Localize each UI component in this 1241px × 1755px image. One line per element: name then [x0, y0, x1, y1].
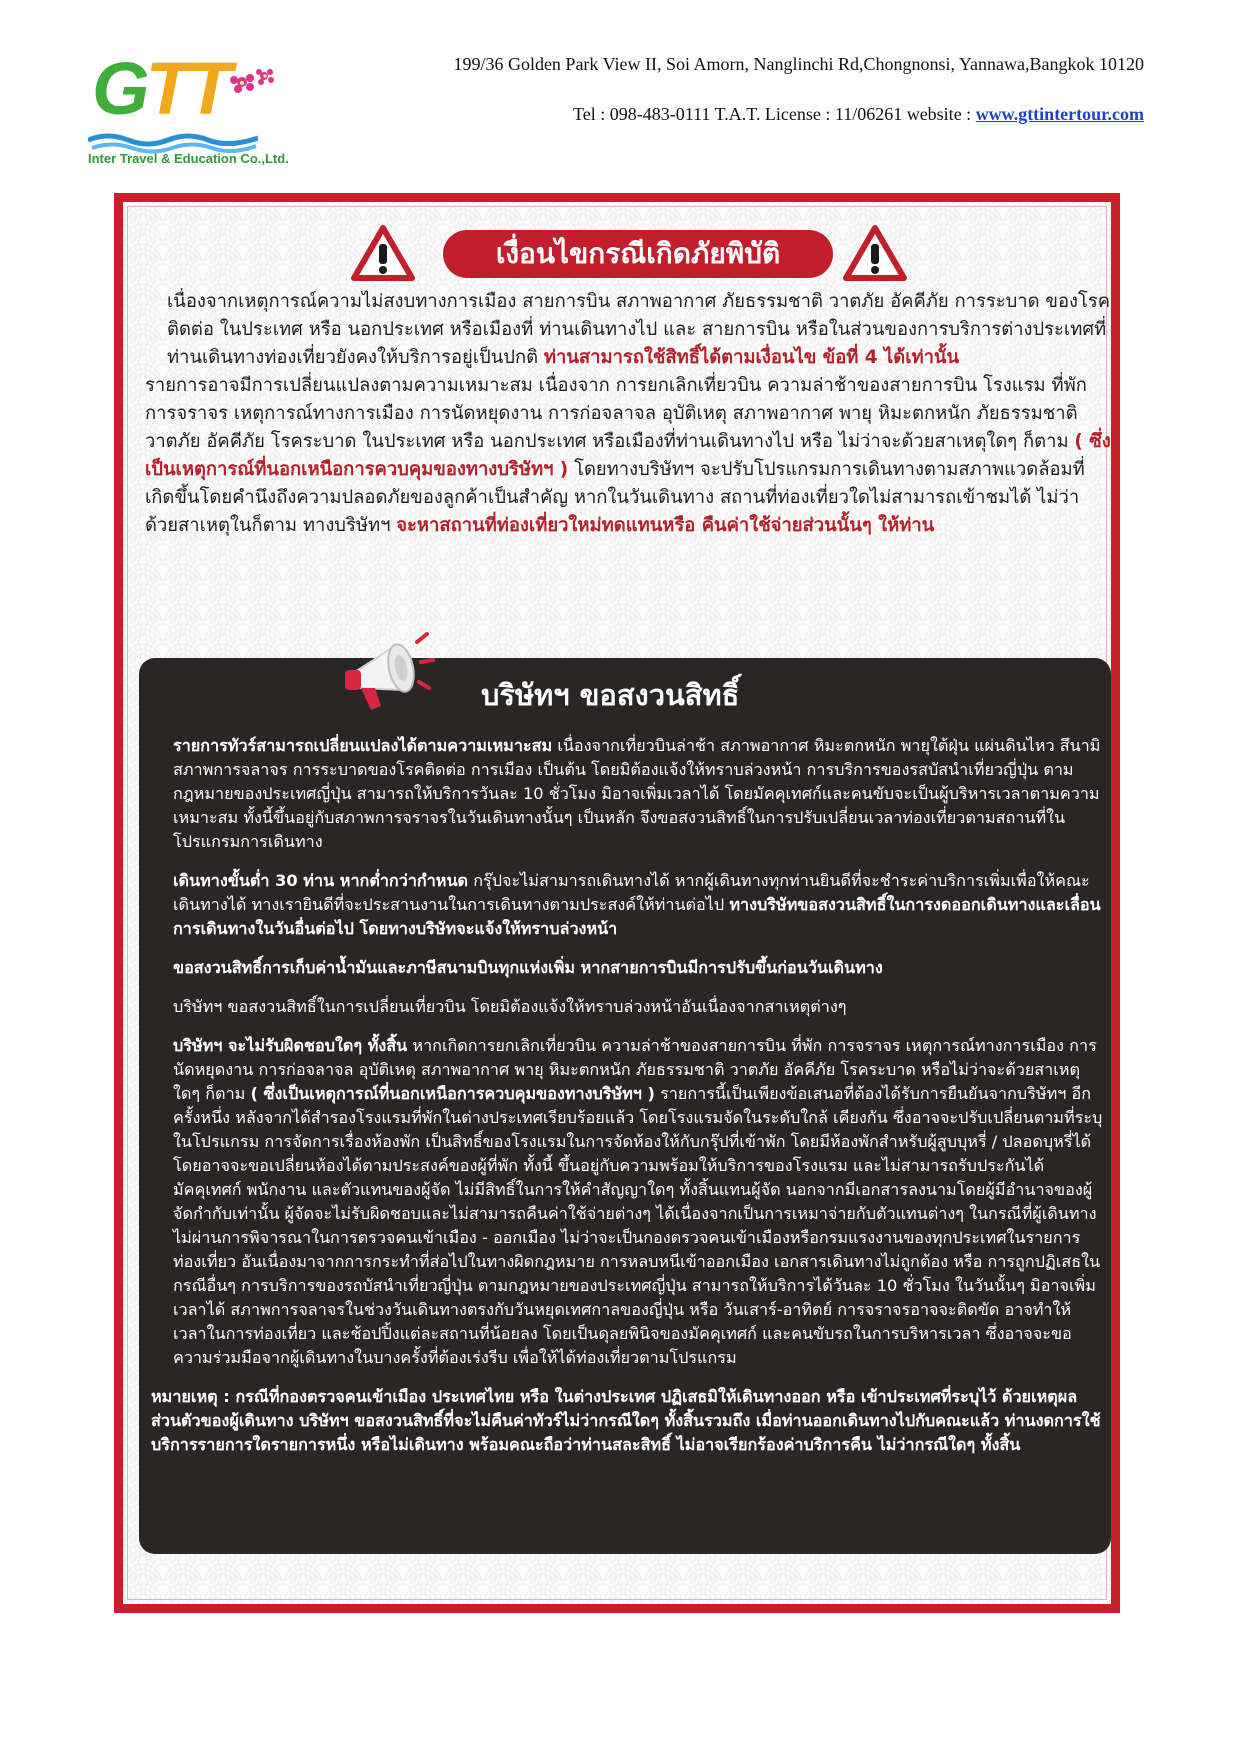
- paragraph-lead: รายการทัวร์สามารถเปลี่ยนแปลงได้ตามความเหมาะสม: [173, 736, 553, 755]
- paragraph-lead: ขอสงวนสิทธิ์การเก็บค่าน้ำมันและภาษีสนามบินทุกแห่งเพิ่ม หากสายการบินมีการปรับขึ้นก่อนวันเดินทาง: [173, 958, 883, 977]
- logo-subtitle: Inter Travel & Education Co.,Ltd.: [88, 151, 289, 166]
- paragraph-lead: เดินทางขั้นต่ำ 30 ท่าน หากต่ำกว่ากำหนด: [173, 871, 469, 890]
- company-logo: [88, 47, 289, 176]
- flower-icon: [228, 68, 278, 108]
- paragraph-text: เนื่องจากเหตุการณ์ความไม่สงบทางการเมือง สายการบิน สภาพอากาศ ภัยธรรมชาติ วาตภัย อัคคีภัย การระบาด ของโรคติดต่อ ในประเทศ หรือ นอกประเทศ หรือเมืองที่ ท่านเดินทางไป และ สายการบิน หรือในส่วนของการบริการต่างประเทศที่ท่านเดินทางท่องเที่ยวยังคงให้บริการอยู่เป็นปกติ: [167, 291, 1111, 368]
- contact-info: Tel : 098-483-0111 T.A.T. License : 11/06261 website :: [573, 104, 976, 124]
- rights-paragraph: [151, 995, 1103, 1019]
- rights-paragraph: [151, 734, 1103, 854]
- company-contact: [573, 104, 1144, 125]
- paragraph-text: โดยทางบริษัทฯ จะปรับโปรแกรมการเดินทางตามสภาพแวดล้อมที่เกิดขึ้นโดยคำนึงถึงความปลอดภัยของลูกค้าเป็นสำคัญ หากในวันเดินทาง สถานที่ท่องเที่ยวใดไม่สามารถเข้าชมได้ ไม่ว่าด้วยสาเหตุในก็ตาม ทางบริษัทฯ: [145, 459, 1085, 536]
- remark-paragraph: [151, 1385, 1103, 1457]
- notice-intro: [145, 288, 1111, 540]
- intro-paragraph-2: [145, 372, 1111, 540]
- highlight-text: ท่านสามารถใช้สิทธิ์ได้ตามเงื่อนไข ข้อที่ 4 ได้เท่านั้น: [543, 347, 960, 368]
- reservation-rights-panel: [139, 658, 1111, 1554]
- megaphone-icon: [337, 626, 437, 716]
- company-address: 199/36 Golden Park View II, Soi Amorn, Nanglinchi Rd,Chongnonsi, Yannawa,Bangkok 10120: [453, 54, 1144, 74]
- highlight-text: ( ซึ่งเป็นเหตุการณ์ที่นอกเหนือการควบคุมของทางบริษัทฯ ): [145, 431, 1111, 480]
- paragraph-text: บริษัทฯ ขอสงวนสิทธิ์ในการเปลี่ยนเที่ยวบิน โดยมิต้องแจ้งให้ทราบล่วงหน้าอันเนื่องจากสาเหตุต่างๆ: [173, 997, 847, 1016]
- paragraph-bold: ( ซึ่งเป็นเหตุการณ์ที่นอกเหนือการควบคุมของทางบริษัทฯ ): [250, 1084, 655, 1103]
- paragraph-lead: บริษัทฯ จะไม่รับผิดชอบใดๆ ทั้งสิ้น: [173, 1036, 408, 1055]
- rights-paragraph: [151, 869, 1103, 941]
- paragraph-text: รายการนี้เป็นเพียงข้อเสนอที่ต้องได้รับการยืนยันจากบริษัทฯ อีกครั้งหนึ่ง หลังจากได้สำรองโรงแรมที่พักในต่างประเทศเรียบร้อยแล้ว โดยโรงแรมจัดในระดับใกล้ เคียงกัน ซึ่งอาจจะปรับเปลี่ยนตามที่ระบุในโปรแกรม การจัดการเรื่องห้องพัก เป็นสิทธิ์ของโรงแรมในการจัดห้องให้กับกรุ๊ปที่เข้าพัก โดยมีห้องพักสำหรับผู้สูบบุหรี่ / ปลอดบุหรี่ได้ โดยอาจจะขอเปลี่ยนห้องได้ตามประสงค์ของผู้ที่พัก ทั้งนี้ ขึ้นอยู่กับความพร้อมให้บริการของโรงแรม และไม่สามารถรับประกันได้ มัคคุเทศก์ พนักงาน และตัวแทนของผู้จัด ไม่มีสิทธิ์ในการให้คำสัญญาใดๆ ทั้งสิ้นแทนผู้จัด นอกจากมีเอกสารลงนามโดยผู้มีอำนาจของผู้จัดกำกับเท่านั้น ผู้จัดจะไม่รับผิดชอบและไม่สามารถคืนค่าใช้จ่ายต่างๆ ได้เนื่องจากเป็นการเหมาจ่ายกับตัวแทนต่างๆ ในกรณีที่ผู้เดินทางไม่ผ่านการพิจารณาในการตรวจคนเข้าเมือง - ออกเมือง ไม่ว่าจะเป็นกองตรวจคนเข้าเมืองหรือกรมแรงงานของทุกประเทศในรายการท่องเที่ยว อันเนื่องมาจากการกระทำที่ส่อไปในทางผิดกฎหมาย การหลบหนีเข้าออกเมือง เอกสารเดินทางไม่ถูกต้อง หรือ การถูกปฏิเสธในกรณีอื่นๆ การบริการของรถบัสนำเที่ยวญี่ปุ่น ตามกฎหมายของประเทศญี่ปุ่น สามารถให้บริการได้วันละ 10 ชั่วโมง ในวันนั้นๆ มิอาจเพิ่มเวลาได้ สภาพการจลาจรในช่วงวันเดินทางตรงกับวันหยุดเทศกาลของญี่ปุ่น หรือ วันเสาร์-อาทิตย์ การจราจรอาจจะติดขัด อาจทำให้เวลาในการท่องเที่ยว และช้อปปิ้งแต่ละสถานที่น้อยลง โดยเป็นดุลยพินิจของมัคคุเทศก์ และคนขับรถในการบริหารเวลา ซึ่งอาจจะขอความร่วมมือจากผู้เดินทางในบางครั้งที่ต้องเร่งรีบ เพื่อให้ได้ท่องเที่ยวตามโปรแกรม: [173, 1084, 1103, 1367]
- paragraph-text: หากเกิดการยกเลิกเที่ยวบิน ความล่าช้าของสายการบิน ที่พัก การจราจร เหตุการณ์ทางการเมือง การนัดหยุดงาน การก่อจลาจล อุบัติเหตุ สภาพอากาศ พายุ หิมะตกหนัก ภัยธรรมชาติ วาตภัย อัคคีภัย โรคระบาด หรือไม่ว่าจะด้วยสาเหตุใดๆ ก็ตาม: [173, 1036, 1097, 1103]
- remark-text: หมายเหตุ : กรณีที่กองตรวจคนเข้าเมือง ประเทศไทย หรือ ในต่างประเทศ ปฏิเสธมิให้เดินทางออก หรือ เข้าประเทศที่ระบุไว้ ด้วยเหตุผลส่วนตัวของผู้เดินทาง บริษัทฯ ขอสงวนสิทธิ์ที่จะไม่คืนค่าทัวร์ไม่ว่ากรณีใดๆ ทั้งสิ้นรวมถึง เมื่อท่านออกเดินทางไปกับคณะแล้ว ท่านงดการใช้บริการรายการใดรายการหนึ่ง หรือไม่เดินทาง พร้อมคณะถือว่าท่านสละสิทธิ์ ไม่อาจเรียกร้องค่าบริการคืน ไม่ว่ากรณีใดๆ ทั้งสิ้น: [151, 1387, 1101, 1454]
- paragraph-bold: ทางบริษัทขอสงวนสิทธิ์ในการงดออกเดินทางและเลื่อนการเดินทางในวันอื่นต่อไป โดยทางบริษัทจะแจ้งให้ทราบล่วงหน้า: [173, 895, 1101, 938]
- website-link[interactable]: www.gttintertour.com: [975, 104, 1144, 124]
- paragraph-text: เนื่องจากเที่ยวบินล่าช้า สภาพอากาศ หิมะตกหนัก พายุใต้ฝุ่น แผ่นดินไหว สึนามิ สภาพการจลาจร การระบาดของโรคติดต่อ การเมือง เป็นต้น โดยมิต้องแจ้งให้ทราบล่วงหน้า การบริการของรสบัสนำเที่ยวญี่ปุ่น ตามกฎหมายของประเทศญี่ปุ่น สามารถให้บริการวันละ 10 ชั่วโมง มิอาจเพิ่มเวลาได้ โดยมัคคุเทศก์และคนขับจะเป็นผู้บริหารเวลาตามความเหมาะสม ทั้งนี้ขึ้นอยู่กับสภาพการจราจรในวันเดินทางนั้นๆ เป็นหลัก จึงขอสงวนสิทธิ์ในการปรับเปลี่ยนเวลาท่องเที่ยวตามสถานที่ในโปรแกรมการเดินทาง: [173, 736, 1101, 851]
- paragraph-text: รายการอาจมีการเปลี่ยนแปลงตามความเหมาะสม เนื่องจาก การยกเลิกเที่ยวบิน ความล่าช้าของสายการบิน โรงแรม ที่พัก การจราจร เหตุการณ์ทางการเมือง การนัดหยุดงาน การก่อจลาจล อุบัติเหตุ สภาพอากาศ พายุ หิมะตกหนัก ภัยธรรมชาติ วาตภัย อัคคีภัย โรคระบาด ในประเทศ หรือ นอกประเทศ หรือเมืองที่ท่านเดินทางไป หรือ ไม่ว่าจะด้วยสาเหตุใดๆ ก็ตาม: [145, 375, 1087, 452]
- notice-frame: [114, 193, 1120, 1613]
- panel-title: บริษัทฯ ขอสงวนสิทธิ์: [481, 678, 740, 712]
- paragraph-text: กรุ๊ปจะไม่สามารถเดินทางได้ หากผู้เดินทางทุกท่านยินดีที่จะชำระค่าบริการเพิ่มเพื่อให้คณะเดินทางได้ ทางเรายินดีที่จะประสานงานในการเดินทางตามประสงค์ให้ท่านต่อไป: [173, 871, 1090, 914]
- highlight-text: จะหาสถานที่ท่องเที่ยวใหม่ทดแทนหรือ คืนค่าใช้จ่ายส่วนนั้นๆ ให้ท่าน: [396, 515, 935, 536]
- notice-title: เงื่อนไขกรณีเกิดภัยพิบัติ: [443, 230, 833, 278]
- warning-icon: [842, 224, 908, 282]
- panel-body: [151, 734, 1103, 1472]
- rights-paragraph: [151, 1034, 1103, 1370]
- warning-icon: [350, 224, 416, 282]
- rights-paragraph: [151, 956, 1103, 980]
- logo-wordmark: GTT: [92, 47, 228, 130]
- intro-paragraph-1: [145, 288, 1111, 372]
- notice-title-row: [123, 222, 1111, 282]
